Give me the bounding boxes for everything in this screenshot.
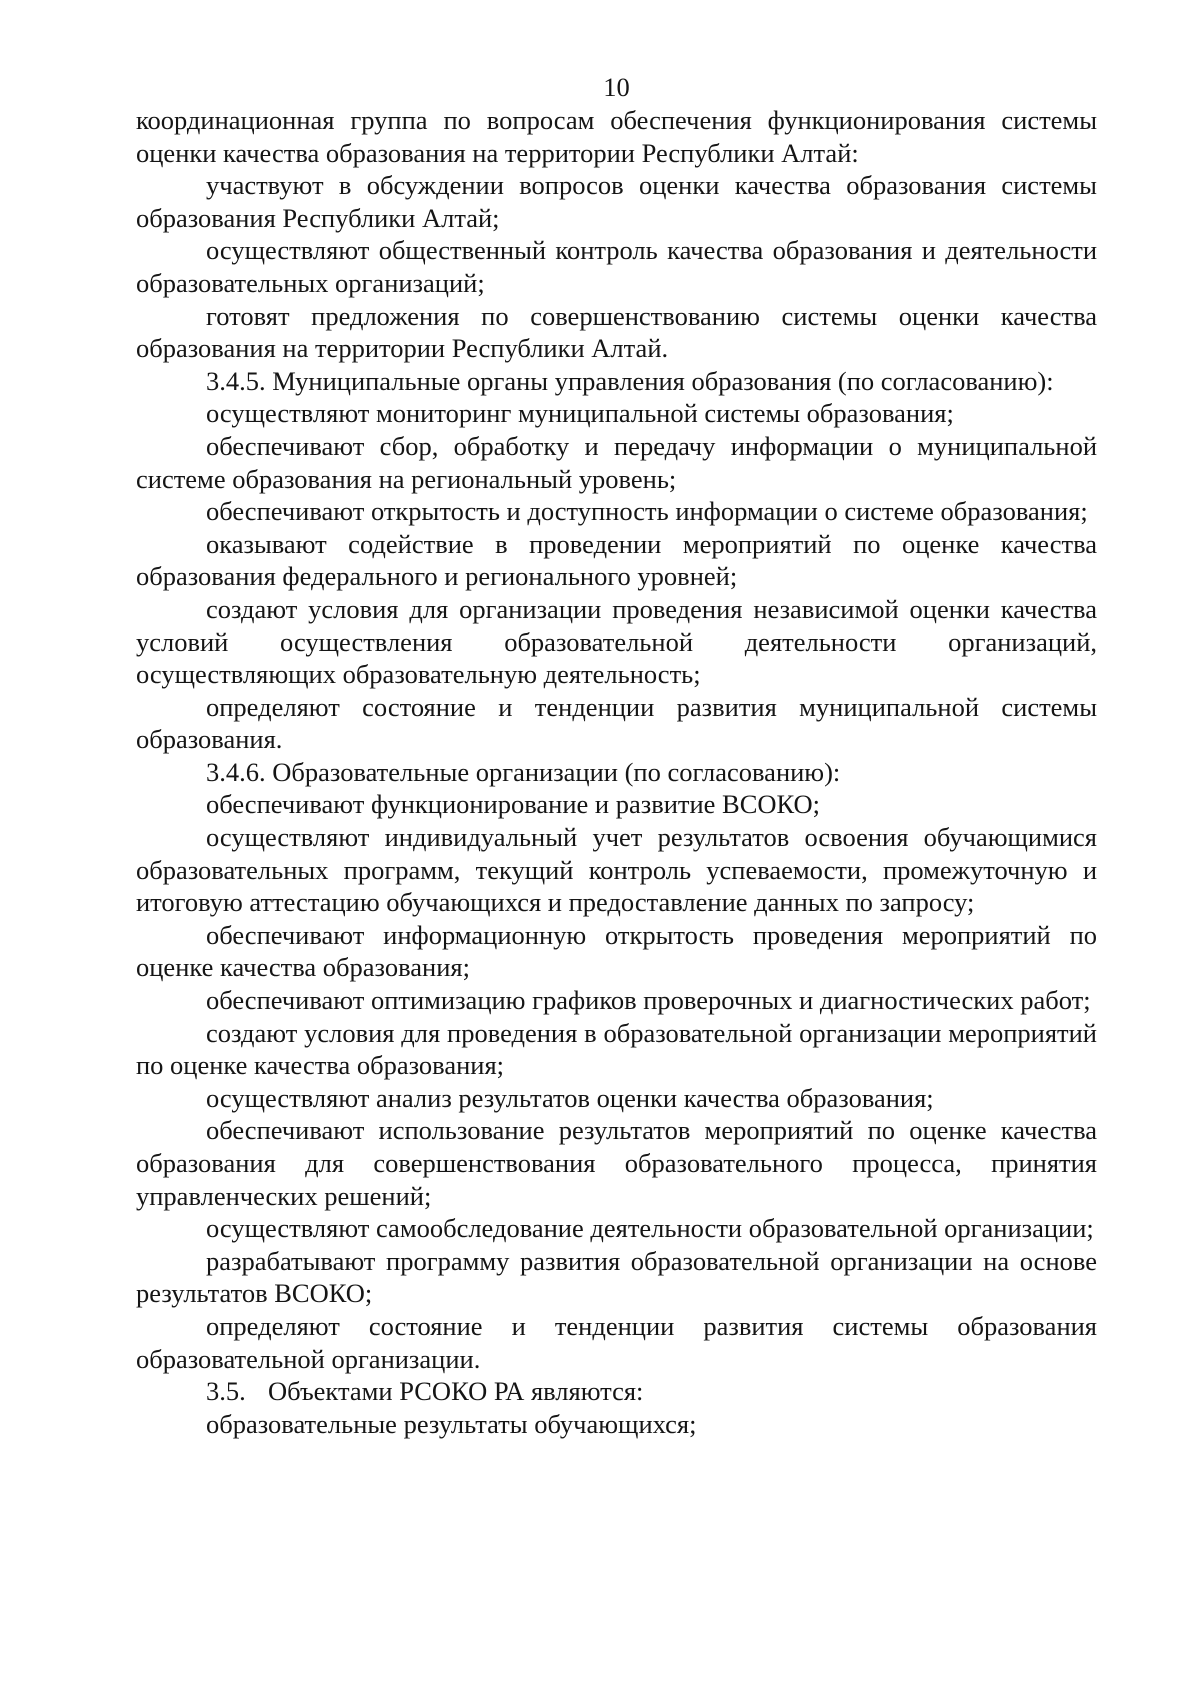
paragraph-data-collection: обеспечивают сбор, обработку и передачу информации о муниципальной системе образования на региональный уровень; bbox=[136, 430, 1097, 494]
paragraph-section-3-4-6: 3.4.6. Образовательные организации (по согласованию): bbox=[206, 756, 841, 787]
paragraph-section-3-4-5: 3.4.5. Муниципальные органы управления образования (по согласованию): bbox=[206, 365, 1054, 396]
paragraph-independent-assessment: создают условия для организации проведения независимой оценки качества условий осуществления образовательной деятельности организаций, осуществляющих образовательную деятельность; bbox=[136, 593, 1097, 690]
section-heading: Объектами РСОКО РА являются: bbox=[268, 1376, 644, 1407]
paragraph-information-openness: обеспечивают информационную открытость проведения мероприятий по оценке качества образования; bbox=[136, 919, 1097, 983]
page-number: 10 bbox=[603, 72, 630, 102]
paragraph-prepare-proposals: готовят предложения по совершенствованию системы оценки качества образования на территории Республики Алтай. bbox=[136, 300, 1097, 364]
paragraph-educational-results: образовательные результаты обучающихся; bbox=[206, 1408, 697, 1439]
paragraph-municipal-trends: определяют состояние и тенденции развития муниципальной системы образования. bbox=[136, 691, 1097, 755]
paragraph-development-program: разрабатывают программу развития образовательной организации на основе результатов ВСОКО; bbox=[136, 1245, 1097, 1309]
paragraph-monitoring: осуществляют мониторинг муниципальной системы образования; bbox=[206, 398, 954, 429]
section-number: 3.5. bbox=[206, 1376, 246, 1407]
paragraph-schedule-optimization: обеспечивают оптимизацию графиков проверочных и диагностических работ; bbox=[206, 985, 1091, 1016]
paragraph-individual-accounting: осуществляют индивидуальный учет результатов освоения обучающимися образовательных программ, текущий контроль успеваемости, промежуточную и итоговую аттестацию обучающихся и предоставление данных по запросу; bbox=[136, 822, 1097, 918]
paragraph-conditions: создают условия для проведения в образовательной организации мероприятий по оценке качества образования; bbox=[136, 1017, 1097, 1081]
paragraph-system-trends: определяют состояние и тенденции развития системы образования образовательной организации. bbox=[136, 1310, 1097, 1374]
paragraph-openness: обеспечивают открытость и доступность информации о системе образования; bbox=[206, 496, 1088, 527]
paragraph-analysis: осуществляют анализ результатов оценки качества образования; bbox=[206, 1082, 934, 1113]
paragraph-assistance: оказывают содействие в проведении мероприятий по оценке качества образования федерального и регионального уровней; bbox=[136, 528, 1097, 592]
paragraph-section-3-5 bbox=[136, 1375, 1097, 1408]
paragraph-coordination-group: координационная группа по вопросам обеспечения функционирования системы оценки качества образования на территории Республики Алтай: bbox=[136, 105, 1097, 168]
paragraph-public-control: осуществляют общественный контроль качества образования и деятельности образовательных организаций; bbox=[136, 235, 1097, 298]
paragraph-results-usage: обеспечивают использование результатов мероприятий по оценке качества образования для совершенствования образовательного процесса, принятия управленческих решений; bbox=[136, 1115, 1097, 1211]
paragraph-participate-discussion: участвуют в обсуждении вопросов оценки качества образования системы образования Республики Алтай; bbox=[136, 170, 1097, 233]
paragraph-self-examination: осуществляют самообследование деятельности образовательной организации; bbox=[206, 1213, 1094, 1244]
paragraph-vsoko-functioning: обеспечивают функционирование и развитие ВСОКО; bbox=[206, 789, 821, 820]
